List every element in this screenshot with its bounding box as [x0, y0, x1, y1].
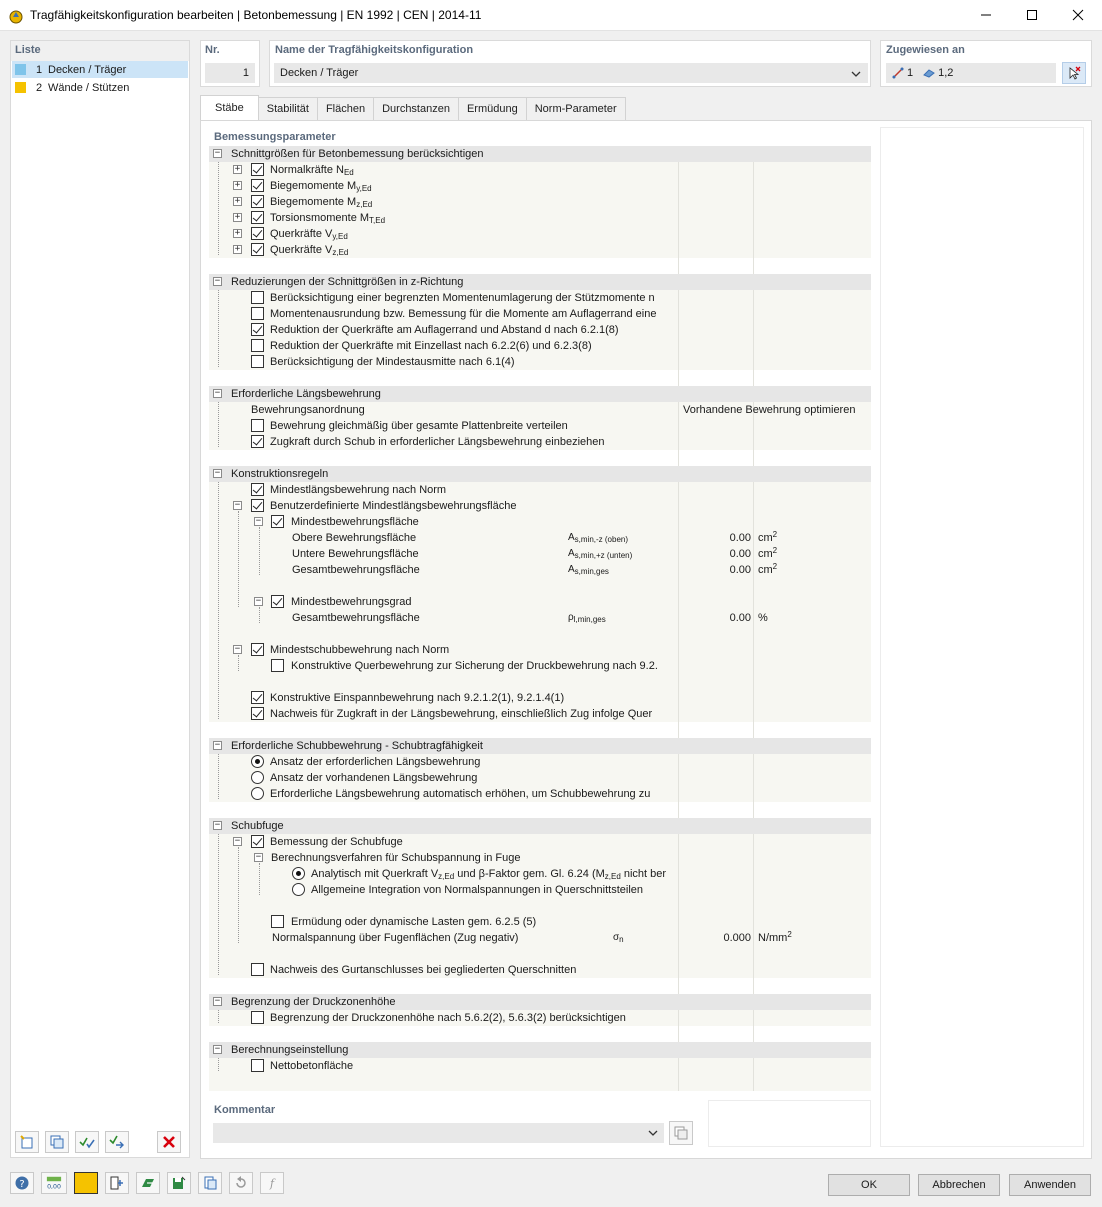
row-gesamtbewehrungsgrad: Gesamtbewehrungsfläche $\rho_{l,min,ges}$ 0.00 %	[292, 612, 768, 624]
radio-ansatz-vorhanden[interactable]	[251, 771, 264, 784]
checkbox-benutzerdefiniert[interactable]	[251, 499, 264, 512]
row-obere-bewehrungsflaeche: Obere Bewehrungsfläche $A_{s,min,-z (oben)}$ 0.00 $cm^2$	[292, 530, 778, 544]
tab-bar	[200, 97, 625, 120]
checkbox-ermuedung[interactable]	[271, 915, 284, 928]
nr-label: Nr.	[205, 44, 220, 56]
collapse-icon[interactable]: −	[255, 516, 262, 526]
row-benutzerdefiniert: − Benutzerdefinierte Mindestlängsbewehrungsfläche	[234, 500, 517, 512]
close-button[interactable]	[1055, 0, 1101, 30]
row-momentenumlagerung: Berücksichtigung einer begrenzten Momentenumlagerung der Stützmomente n	[209, 290, 871, 306]
checkbox-gurtanschluss[interactable]	[251, 963, 264, 976]
row-reduktion-einzellast: Reduktion der Querkräfte mit Einzellast nach 6.2.2(6) und 6.2.3(8)	[209, 338, 871, 354]
gesamt-flaeche-value[interactable]: 0.00	[729, 564, 751, 576]
expand-icon[interactable]: +	[234, 212, 241, 222]
load-defaults-button[interactable]	[198, 1172, 222, 1194]
row-konstruktive-querbewehrung: Konstruktive Querbewehrung zur Sicherung der Druckbewehrung nach 9.2.	[209, 658, 871, 674]
collapse-icon[interactable]: −	[214, 468, 221, 478]
row-allgemeine-integration: Allgemeine Integration von Normalspannungen in Querschnittsteilen	[209, 882, 871, 898]
tab-norm-parameter[interactable]: Norm-Parameter	[526, 97, 626, 120]
row-berechnungsverfahren: − Berechnungsverfahren für Schubspannung in Fuge	[255, 852, 521, 864]
comment-library-button[interactable]	[669, 1121, 693, 1145]
checkbox-bemessung-schubfuge[interactable]	[251, 835, 264, 848]
pick-cursor-icon	[1066, 65, 1082, 81]
check-all-button[interactable]	[75, 1131, 99, 1153]
check-all-icon	[79, 1134, 95, 1150]
collapse-icon[interactable]: −	[214, 996, 221, 1006]
row-einspannbewehrung: Konstruktive Einspannbewehrung nach 9.2.1.2(1), 9.2.1.4(1)	[209, 690, 871, 706]
apply-button[interactable]: Anwenden	[1009, 1174, 1091, 1196]
row-zugkraft-schub: Zugkraft durch Schub in erforderlicher Längsbewehrung einbeziehen	[209, 434, 871, 450]
row-nachweis-zugkraft: Nachweis für Zugkraft in der Längsbewehrung, einschließlich Zug infolge Quer	[209, 706, 871, 722]
toggle-check-button[interactable]	[105, 1131, 129, 1153]
decimal-places-icon	[46, 1175, 62, 1191]
export-button[interactable]	[136, 1172, 160, 1194]
copy-icon	[673, 1125, 689, 1141]
table-settings-button[interactable]	[105, 1172, 129, 1194]
row-nettobetonflaeche: Nettobetonfläche	[209, 1058, 871, 1074]
new-item-icon	[19, 1134, 35, 1150]
list-item-label: Wände / Stützen	[48, 81, 130, 94]
row-gesamtbewehrungsflaeche: Gesamtbewehrungsfläche $A_{s,min,ges}$ 0.00 $cm^2$	[292, 562, 778, 576]
comment-input[interactable]	[213, 1123, 664, 1143]
checkbox-normalkraefte[interactable]	[251, 163, 264, 176]
delete-config-button[interactable]	[157, 1131, 181, 1153]
row-ansatz-erforderlich: Ansatz der erforderlichen Längsbewehrung	[209, 754, 871, 770]
units-button[interactable]	[41, 1172, 67, 1194]
document-list-icon	[202, 1175, 218, 1191]
nr-field[interactable]: 1	[205, 63, 255, 83]
delete-icon	[161, 1134, 177, 1150]
checkbox-begrenzung-druckzone[interactable]	[251, 1011, 264, 1024]
obere-flaeche-value[interactable]: 0.00	[729, 532, 751, 544]
checkbox-mindestlaengsbewehrung[interactable]	[251, 483, 264, 496]
reset-icon	[233, 1175, 249, 1191]
member-icon	[892, 67, 904, 79]
expand-icon[interactable]: +	[234, 244, 241, 254]
checkbox-querkraefte-y[interactable]	[251, 227, 264, 240]
chevron-down-icon	[851, 70, 861, 78]
checkbox-mindestbewehrungsgrad[interactable]	[271, 595, 284, 608]
collapse-icon[interactable]: −	[234, 500, 241, 510]
row-mindestlaengsbewehrung: Mindestlängsbewehrung nach Norm	[209, 482, 871, 498]
collapse-icon[interactable]: −	[214, 1044, 221, 1054]
row-normalkraefte: + Normalkräfte $N_{Ed}$	[234, 164, 354, 177]
list-item-number: 2	[36, 81, 43, 94]
radio-allgemeine-integration[interactable]	[292, 883, 305, 896]
row-torsionsmomente: + Torsionsmomente $M_{T,Ed}$	[234, 212, 386, 225]
section-schubfuge: − Schubfuge	[209, 818, 871, 834]
row-analytisch: Analytisch mit Querkraft $V_{z,Ed}$ und β-Faktor gem. Gl. 6.24 ($M_{z,Ed}$ nicht ber	[209, 866, 871, 882]
collapse-icon[interactable]: −	[255, 596, 262, 606]
row-biegemomente-y: + Biegemomente $M_{y,Ed}$	[234, 180, 372, 193]
formula-button[interactable]	[260, 1172, 284, 1194]
color-swatch	[15, 64, 26, 75]
name-value: Decken / Träger	[280, 67, 359, 79]
nr-panel	[200, 40, 260, 87]
row-bewehrungsanordnung: Bewehrungsanordnung Vorhandene Bewehrung optimieren	[251, 404, 856, 416]
untere-flaeche-value[interactable]: 0.00	[729, 548, 751, 560]
section-konstruktionsregeln: − Konstruktionsregeln	[209, 466, 871, 482]
list-item-1[interactable]	[12, 61, 188, 78]
window-title: Tragfähigkeitskonfiguration bearbeiten | Betonbemessung | EN 1992 | CEN | 2014-11	[30, 8, 482, 22]
checkbox-momentenumlagerung[interactable]	[251, 291, 264, 304]
chevron-down-icon	[648, 1129, 658, 1137]
collapse-icon[interactable]: −	[214, 276, 221, 286]
new-config-button[interactable]	[15, 1131, 39, 1153]
gesamt-grad-value[interactable]: 0.00	[729, 612, 751, 624]
color-swatch	[15, 82, 26, 93]
minimize-button[interactable]	[963, 0, 1009, 30]
checkbox-konstruktive-querbewehrung[interactable]	[271, 659, 284, 672]
collapse-icon[interactable]: −	[234, 644, 241, 654]
color-button[interactable]	[74, 1172, 98, 1194]
row-mindestausmitte: Berücksichtigung der Mindestausmitte nach 6.1(4)	[209, 354, 871, 370]
svg-text:f: f	[269, 1177, 275, 1190]
collapse-icon[interactable]: −	[214, 820, 221, 830]
tab-flaechen[interactable]: Flächen	[317, 97, 374, 120]
tab-durchstanzen[interactable]: Durchstanzen	[373, 97, 459, 120]
copy-icon	[49, 1134, 65, 1150]
parameter-grid	[209, 146, 871, 1091]
expand-icon[interactable]: +	[234, 164, 241, 174]
row-querkraefte-z: + Querkräfte $V_{z,Ed}$	[234, 244, 349, 257]
tree-title: Bemessungsparameter	[214, 131, 336, 143]
preview-panel	[880, 127, 1084, 1147]
list-item-2[interactable]	[12, 79, 188, 96]
section-druckzonenhoehe: − Begrenzung der Druckzonenhöhe	[209, 994, 871, 1010]
row-normalspannung: Normalspannung über Fugenflächen (Zug negativ) $\sigma_n$ 0.000 $N/mm^2$	[272, 930, 792, 944]
expand-icon[interactable]: +	[234, 228, 241, 238]
checkbox-reduktion-einzellast[interactable]	[251, 339, 264, 352]
radio-ansatz-erforderlich[interactable]	[251, 755, 264, 768]
checkbox-einspannbewehrung[interactable]	[251, 691, 264, 704]
row-ansatz-vorhanden: Ansatz der vorhandenen Längsbewehrung	[209, 770, 871, 786]
collapse-icon[interactable]: −	[234, 836, 241, 846]
row-reduktion-auflagerrand: Reduktion der Querkräfte am Auflagerrand und Abstand d nach 6.2.1(8)	[209, 322, 871, 338]
radio-automatisch-erhoehen[interactable]	[251, 787, 264, 800]
section-reduzierungen: − Reduzierungen der Schnittgrößen in z-Richtung	[209, 274, 871, 290]
title-bar	[0, 0, 1102, 31]
checkbox-mindestausmitte[interactable]	[251, 355, 264, 368]
checkbox-zugkraft-schub[interactable]	[251, 435, 264, 448]
radio-analytisch[interactable]	[292, 867, 305, 880]
collapse-icon[interactable]: −	[255, 852, 262, 862]
member-set-icon	[923, 67, 935, 79]
list-item-label: Decken / Träger	[48, 63, 127, 76]
expand-icon[interactable]: +	[234, 180, 241, 190]
row-begrenzung-druckzone: Begrenzung der Druckzonenhöhe nach 5.6.2(2), 5.6.3(2) berücksichtigen	[209, 1010, 871, 1026]
section-schnittgroessen: − Schnittgrößen für Betonbemessung berücksichtigen	[209, 146, 871, 162]
tab-staebe[interactable]: Stäbe	[200, 95, 259, 120]
checkbox-biegemomente-y[interactable]	[251, 179, 264, 192]
collapse-icon[interactable]: −	[214, 740, 221, 750]
assigned-panel	[880, 40, 1092, 87]
assigned-field[interactable]	[886, 63, 1056, 83]
bewehrungsanordnung-select[interactable]: Vorhandene Bewehrung optimieren	[683, 404, 856, 416]
collapse-icon[interactable]: −	[214, 388, 221, 398]
name-label: Name der Tragfähigkeitskonfiguration	[275, 44, 474, 56]
expand-icon[interactable]: +	[234, 196, 241, 206]
normalspannung-value[interactable]: 0.000	[723, 932, 751, 944]
row-querkraefte-y: + Querkräfte $V_{y,Ed}$	[234, 228, 348, 241]
config-list-panel	[10, 40, 190, 1158]
checkbox-querkraefte-z[interactable]	[251, 243, 264, 256]
list-item-number: 1	[36, 63, 43, 76]
list-header: Liste	[11, 41, 189, 61]
checkbox-bewehrung-gleichmaessig[interactable]	[251, 419, 264, 432]
svg-text:0,00: 0,00	[47, 1183, 61, 1191]
svg-text:?: ?	[19, 1179, 25, 1190]
save-defaults-button[interactable]	[167, 1172, 191, 1194]
assigned-members: 1	[907, 67, 914, 79]
checkbox-torsionsmomente[interactable]	[251, 211, 264, 224]
assigned-label: Zugewiesen an	[886, 44, 965, 56]
close-icon	[1072, 9, 1084, 21]
checkbox-nettobetonflaeche[interactable]	[251, 1059, 264, 1072]
maximize-icon	[1026, 9, 1038, 21]
reset-button[interactable]	[229, 1172, 253, 1194]
checkbox-biegemomente-z[interactable]	[251, 195, 264, 208]
table-settings-icon	[109, 1175, 125, 1191]
checkbox-nachweis-zugkraft[interactable]	[251, 707, 264, 720]
row-biegemomente-z: + Biegemomente $M_{z,Ed}$	[234, 196, 373, 209]
row-ermuedung: Ermüdung oder dynamische Lasten gem. 6.2.5 (5)	[209, 914, 871, 930]
section-laengsbewehrung: − Erforderliche Längsbewehrung	[209, 386, 871, 402]
minimize-icon	[980, 9, 992, 21]
row-mindestbewehrungsgrad: − Mindestbewehrungsgrad	[255, 596, 412, 608]
section-schubbewehrung: − Erforderliche Schubbewehrung - Schubtragfähigkeit	[209, 738, 871, 754]
row-automatisch-erhoehen: Erforderliche Längsbewehrung automatisch erhöhen, um Schubbewehrung zu	[209, 786, 871, 802]
toggle-check-icon	[109, 1134, 125, 1150]
export-icon	[140, 1175, 156, 1191]
row-gurtanschluss: Nachweis des Gurtanschlusses bei gegliederten Querschnitten	[209, 962, 871, 978]
section-berechnungseinstellung: − Berechnungseinstellung	[209, 1042, 871, 1058]
cancel-button[interactable]: Abbrechen	[918, 1174, 1000, 1196]
comment-label: Kommentar	[214, 1104, 276, 1116]
checkbox-mindestbewehrungsflaeche[interactable]	[271, 515, 284, 528]
tab-stabilitaet[interactable]: Stabilität	[258, 97, 318, 120]
assigned-sets: 1,2	[938, 67, 954, 79]
comment-side-box	[708, 1100, 871, 1147]
checkbox-momentenausrundung[interactable]	[251, 307, 264, 320]
row-bewehrung-gleichmaessig: Bewehrung gleichmäßig über gesamte Plattenbreite verteilen	[209, 418, 871, 434]
maximize-button[interactable]	[1009, 0, 1055, 30]
app-icon	[8, 8, 24, 24]
checkbox-reduktion-auflagerrand[interactable]	[251, 323, 264, 336]
help-button[interactable]	[10, 1172, 34, 1194]
select-in-graphic-button[interactable]	[1062, 62, 1086, 84]
copy-config-button[interactable]	[45, 1131, 69, 1153]
tab-ermuedung[interactable]: Ermüdung	[458, 97, 527, 120]
ok-button[interactable]: OK	[828, 1174, 910, 1196]
bottom-toolbar	[10, 1172, 284, 1194]
help-icon	[14, 1175, 30, 1191]
save-icon	[171, 1175, 187, 1191]
list-toolbar	[15, 1131, 181, 1155]
formula-icon	[264, 1175, 280, 1191]
row-mindestschubbewehrung: − Mindestschubbewehrung nach Norm	[234, 644, 450, 656]
row-momentenausrundung: Momentenausrundung bzw. Bemessung für die Momente am Auflagerrand eine	[209, 306, 871, 322]
row-untere-bewehrungsflaeche: Untere Bewehrungsfläche $A_{s,min,+z (unten)}$ 0.00 $cm^2$	[292, 546, 778, 560]
checkbox-mindestschubbewehrung[interactable]	[251, 643, 264, 656]
collapse-icon[interactable]: −	[214, 148, 221, 158]
row-mindestbewehrungsflaeche: − Mindestbewehrungsfläche	[255, 516, 419, 528]
name-dropdown[interactable]	[274, 63, 868, 83]
row-bemessung-schubfuge: − Bemessung der Schubfuge	[234, 836, 403, 848]
name-panel	[269, 40, 871, 87]
